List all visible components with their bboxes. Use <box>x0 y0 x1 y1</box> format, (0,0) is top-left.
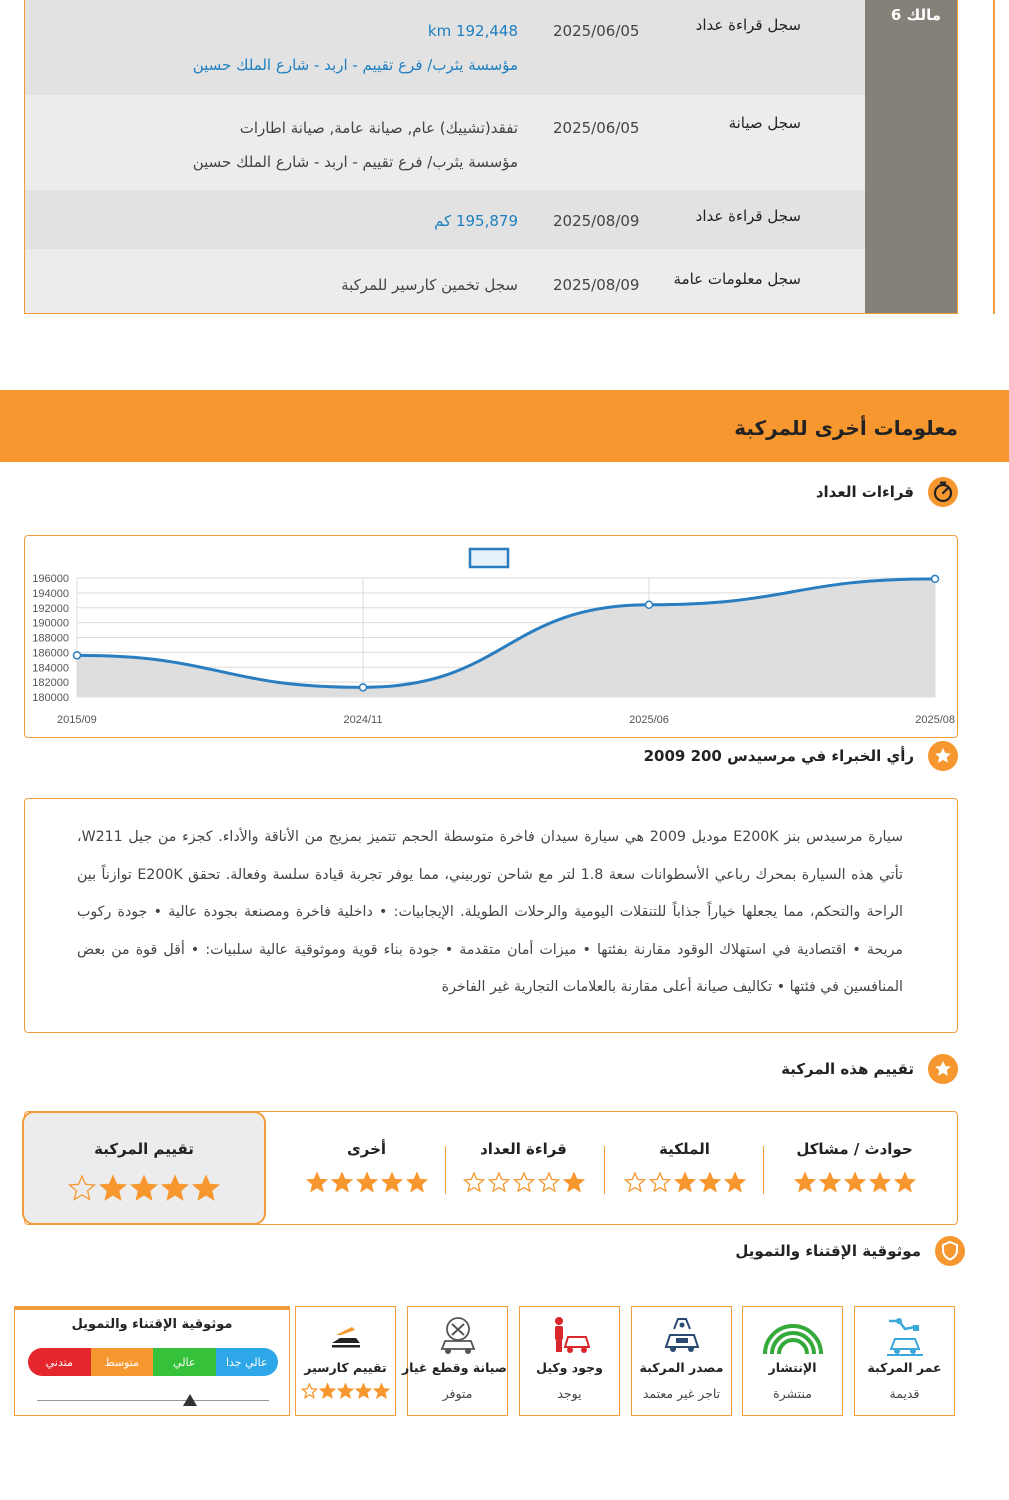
record-odometer: 195,879 كم <box>434 212 518 230</box>
info-card <box>631 1306 732 1416</box>
rating-title: تقييم هذه المركبة <box>781 1060 914 1078</box>
car-dealer-icon <box>632 1315 731 1357</box>
scale-high: عالي <box>153 1348 216 1376</box>
carseer-star-rating <box>296 1383 395 1400</box>
record-row <box>25 0 865 95</box>
rating-header <box>781 1054 958 1084</box>
x-tick-label: 2025/08 <box>915 714 955 726</box>
star-filled-icon <box>819 1172 841 1194</box>
reliability-title: موثوقية الإقتناء والتمويل <box>735 1242 921 1260</box>
record-row <box>25 95 865 190</box>
info-card <box>519 1306 620 1416</box>
legend-swatch <box>470 549 508 567</box>
star-filled-icon <box>161 1175 189 1203</box>
robot-arm-icon <box>855 1315 954 1357</box>
data-point <box>360 684 367 691</box>
accent-bar <box>14 1306 290 1310</box>
record-type: سجل صيانة <box>728 114 801 132</box>
card-value: يوجد <box>557 1386 582 1401</box>
car-tools-icon <box>408 1315 507 1357</box>
rating-item-title: حوادث / مشاكل <box>796 1140 913 1158</box>
star-filled-icon <box>130 1175 158 1203</box>
rating-item <box>289 1140 444 1194</box>
record-location: مؤسسة يثرب/ فرع تقييم - اربد - شارع الملك حسين <box>192 153 518 171</box>
record-date: 2025/06/05 <box>553 119 640 137</box>
divider <box>763 1146 764 1194</box>
record-odometer: km 192,448 <box>427 22 518 40</box>
star-filled-icon <box>563 1172 585 1194</box>
record-details: تفقد(تشييك) عام, صيانة عامة, صيانة اطارات <box>239 119 518 137</box>
divider <box>445 1146 446 1194</box>
banner-title: معلومات أخرى للمركبة <box>734 416 958 440</box>
star-filled-icon <box>894 1172 916 1194</box>
star-filled-icon <box>406 1172 428 1194</box>
record-type: سجل قراءة عداد <box>695 16 801 34</box>
expert-opinion-box <box>24 798 958 1033</box>
scale-marker-icon <box>183 1394 197 1406</box>
y-tick-label: 180000 <box>32 692 69 704</box>
section-banner <box>0 390 1009 462</box>
star-badge-icon <box>928 1054 958 1084</box>
star-filled-icon <box>674 1172 696 1194</box>
record-details: سجل تخمين كارسير للمركبة <box>341 276 518 294</box>
star-filled-icon <box>794 1172 816 1194</box>
star-empty-icon <box>68 1175 96 1203</box>
star-rating <box>446 1172 601 1194</box>
star-filled-icon <box>869 1172 891 1194</box>
star-empty-icon <box>301 1383 318 1400</box>
star-filled-icon <box>192 1175 220 1203</box>
y-tick-label: 182000 <box>32 677 69 690</box>
expert-opinion-text: سيارة مرسيدس بنز E200K موديل 2009 هي سيارة سيدان فاخرة متوسطة الحجم تتميز بمزيج من الأناقة والأداء. كجزء من جيل W211، تأتي هذه السيارة بمحرك رباعي الأسطوانات سعة 1.8 لتر مع شاحن توربيني، مما يوفر تجربة قيادة سلسة وفعالة. تحقق E200K توازناً بين الراحة والتحكم، مما يجعلها خياراً جذاباً للتنقلات اليومية والرحلات الطويلة. الإيجابيات: • داخلية فاخرة ومصنعة بجودة عالية • جودة ركوب مريحة • اقتصادية في استهلاك الوقود مقارنة بفئتها • ميزات أمان متقدمة • جودة بناء قوية وموثوقية عالية سلبيات: • أقل قوة من بعض المنافسين في فئتها • تكاليف صيانة أعلى مقارنة بالعلامات التجارية غير الفاخرة <box>77 829 903 996</box>
carseer-rating-card <box>295 1306 396 1416</box>
star-empty-icon <box>649 1172 671 1194</box>
odometer-title: قراءات العداد <box>815 483 914 501</box>
star-filled-icon <box>699 1172 721 1194</box>
star-filled-icon <box>99 1175 127 1203</box>
star-filled-icon <box>724 1172 746 1194</box>
y-tick-label: 194000 <box>32 587 69 600</box>
star-filled-icon <box>381 1172 403 1194</box>
scale-very-high: عالي جدا <box>216 1348 279 1376</box>
owner-label: مالك 6 <box>890 6 941 24</box>
record-date: 2025/06/05 <box>553 22 640 40</box>
card-title: صيانة وقطع غيار <box>401 1360 507 1375</box>
reliability-scale <box>28 1348 278 1376</box>
scale-low: متدني <box>28 1348 91 1376</box>
expert-header <box>644 741 958 771</box>
info-card <box>854 1306 955 1416</box>
star-filled-icon <box>319 1383 336 1400</box>
star-badge-icon <box>928 741 958 771</box>
star-filled-icon <box>306 1172 328 1194</box>
odometer-header <box>816 477 958 507</box>
card-title: تقييم كارسير <box>304 1360 387 1375</box>
rating-item-title: أخرى <box>346 1140 387 1158</box>
rating-box <box>24 1111 958 1225</box>
x-tick-label: 2025/06 <box>629 714 669 726</box>
star-rating <box>777 1172 932 1194</box>
x-tick-label: 2024/11 <box>343 714 383 726</box>
info-card <box>742 1306 843 1416</box>
card-value: تاجر غير معتمد <box>642 1386 721 1401</box>
data-point <box>932 575 939 582</box>
y-tick-label: 192000 <box>32 602 69 615</box>
star-empty-icon <box>488 1172 510 1194</box>
odometer-chart-svg <box>25 536 959 739</box>
star-empty-icon <box>513 1172 535 1194</box>
star-filled-icon <box>356 1172 378 1194</box>
rating-item-title: الملكية <box>659 1140 710 1158</box>
star-rating <box>607 1172 762 1194</box>
star-filled-icon <box>844 1172 866 1194</box>
rainbow-icon <box>743 1315 842 1357</box>
y-tick-label: 196000 <box>32 573 69 585</box>
rating-item <box>777 1140 932 1194</box>
y-tick-label: 188000 <box>32 632 69 645</box>
overall-rating <box>22 1111 266 1225</box>
star-empty-icon <box>538 1172 560 1194</box>
reliability-box-title: موثوقية الإقتناء والتمويل <box>71 1317 233 1332</box>
x-tick-label: 2015/09 <box>57 714 97 726</box>
scale-track <box>37 1400 269 1401</box>
reliability-scale-box <box>14 1306 290 1416</box>
y-tick-label: 184000 <box>32 662 69 675</box>
card-title: عمر المركبة <box>867 1360 942 1375</box>
record-row <box>25 190 865 249</box>
star-filled-icon <box>355 1383 372 1400</box>
card-value: منتشرة <box>773 1386 812 1401</box>
shield-icon <box>935 1236 965 1266</box>
star-filled-icon <box>337 1383 354 1400</box>
overall-star-rating <box>24 1175 264 1203</box>
data-point <box>646 601 653 608</box>
y-tick-label: 190000 <box>32 617 69 630</box>
owner-column <box>864 0 957 314</box>
reliability-header <box>735 1236 965 1266</box>
record-date: 2025/08/09 <box>553 212 640 230</box>
star-filled-icon <box>331 1172 353 1194</box>
record-type: سجل قراءة عداد <box>695 207 801 225</box>
y-tick-label: 186000 <box>32 647 69 660</box>
record-date: 2025/08/09 <box>553 276 640 294</box>
star-rating <box>289 1172 444 1194</box>
carseer-logo-icon <box>296 1315 395 1357</box>
speedometer-icon <box>928 477 958 507</box>
agent-icon <box>520 1315 619 1357</box>
info-card <box>401 1306 508 1416</box>
history-records-table <box>24 0 958 314</box>
overall-rating-title: تقييم المركبة <box>94 1140 194 1158</box>
star-empty-icon <box>463 1172 485 1194</box>
card-value: قديمة <box>889 1386 920 1401</box>
rating-item-title: قراءة العداد <box>480 1140 567 1158</box>
card-value: متوفر <box>442 1386 473 1401</box>
rating-item <box>446 1140 601 1194</box>
card-title: وجود وكيل <box>536 1360 603 1375</box>
card-title: الإنتشار <box>768 1360 817 1375</box>
data-point <box>74 652 81 659</box>
divider <box>604 1146 605 1194</box>
timeline-rule <box>993 0 995 314</box>
expert-title: رأي الخبراء في مرسيدس 200 2009 <box>643 747 914 765</box>
odometer-chart <box>24 535 958 738</box>
star-empty-icon <box>624 1172 646 1194</box>
star-filled-icon <box>373 1383 390 1400</box>
record-location-link[interactable]: مؤسسة يثرب/ فرع تقييم - اربد - شارع الملك حسين <box>192 56 518 74</box>
record-type: سجل معلومات عامة <box>673 270 801 288</box>
record-row <box>25 249 865 314</box>
rating-item <box>607 1140 762 1194</box>
scale-medium: متوسط <box>91 1348 154 1376</box>
card-title: مصدر المركبة <box>639 1360 724 1375</box>
